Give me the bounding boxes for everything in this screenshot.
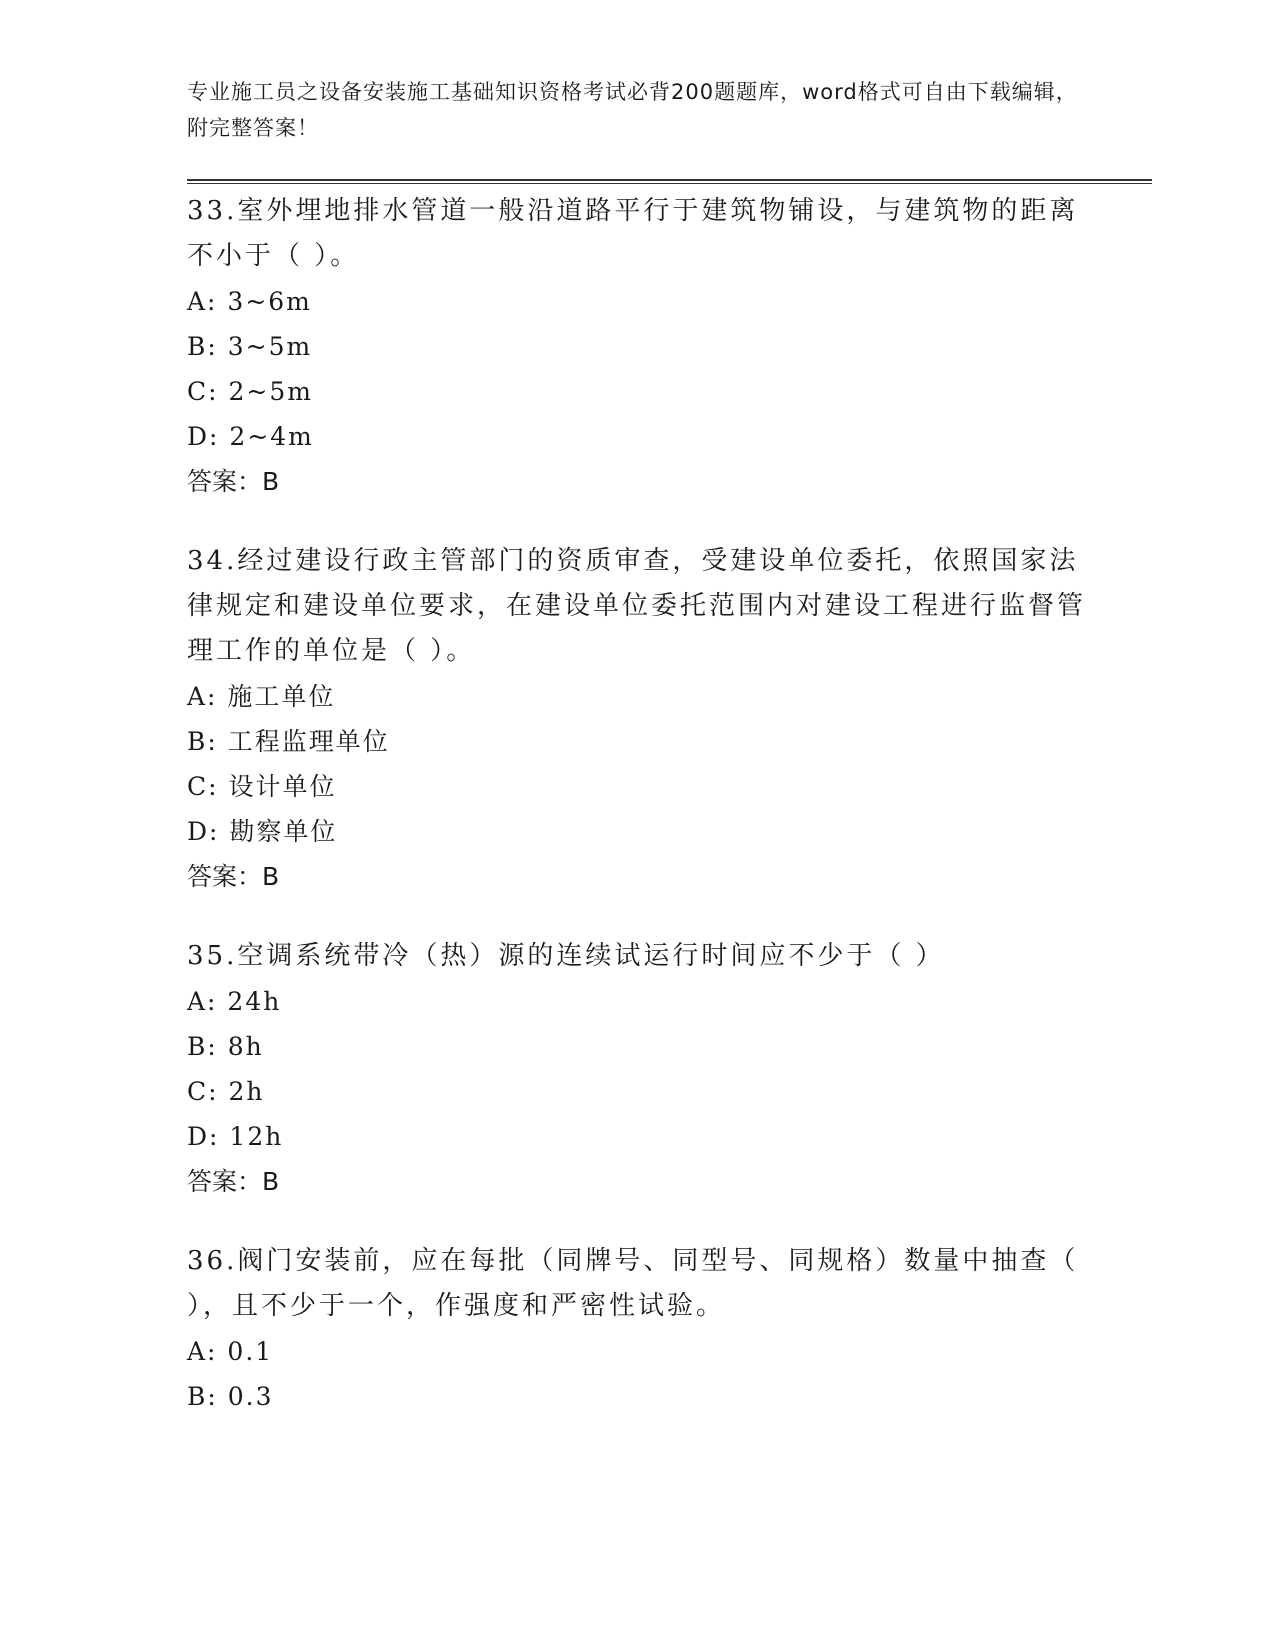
option-b: B: 8h xyxy=(187,1032,264,1061)
answer-line: 答案：B xyxy=(187,862,280,891)
question-36 xyxy=(187,1239,1087,1419)
option-d: D: 12h xyxy=(187,1122,284,1151)
option-b: B: 3~5m xyxy=(187,332,313,361)
option-c: C: 2~5m xyxy=(187,377,313,406)
answer-line: 答案：B xyxy=(187,467,280,496)
option-b: B: 0.3 xyxy=(187,1382,274,1411)
option-a: A: 24h xyxy=(187,987,282,1016)
option-c: C: 2h xyxy=(187,1077,265,1106)
question-stem: 36.阀门安装前，应在每批（同牌号、同型号、同规格）数量中抽查（ ），且不少于一个，作强度和严密性试验。 xyxy=(187,1246,1079,1321)
option-a: A: 0.1 xyxy=(187,1337,274,1366)
option-c: C: 设计单位 xyxy=(187,772,337,801)
answer-line: 答案：B xyxy=(187,1167,280,1196)
question-33 xyxy=(187,189,1087,504)
question-stem: 34.经过建设行政主管部门的资质审查，受建设单位委托，依照国家法律规定和建设单位要求，在建设单位委托范围内对建设工程进行监督管理工作的单位是（ ）。 xyxy=(187,546,1087,666)
option-a: A: 3~6m xyxy=(187,287,312,316)
question-list xyxy=(187,189,1087,1454)
header-divider-thin xyxy=(187,183,1152,184)
question-34 xyxy=(187,539,1087,899)
option-a: A: 施工单位 xyxy=(187,682,336,711)
question-stem: 35.空调系统带冷（热）源的连续试运行时间应不少于（ ） xyxy=(187,941,945,971)
header-divider-thick xyxy=(187,179,1152,181)
option-d: D: 勘察单位 xyxy=(187,817,338,846)
question-stem: 33.室外埋地排水管道一般沿道路平行于建筑物铺设，与建筑物的距离不小于（ ）。 xyxy=(187,196,1079,271)
question-35 xyxy=(187,934,1087,1204)
document-intro: 专业施工员之设备安装施工基础知识资格考试必背200题题库，word格式可自由下载编辑，附完整答案！ xyxy=(187,80,1078,140)
option-b: B: 工程监理单位 xyxy=(187,727,390,756)
option-d: D: 2~4m xyxy=(187,422,314,451)
